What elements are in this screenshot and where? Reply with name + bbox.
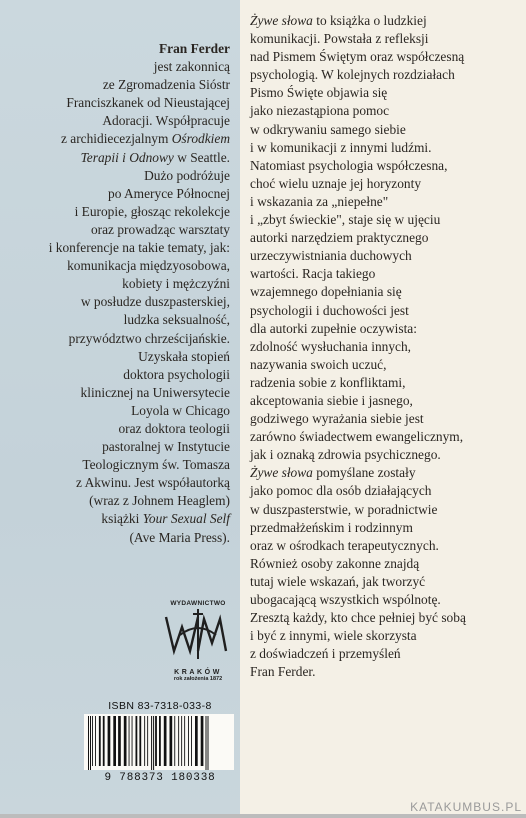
desc-line: zarówno świadectwem ewangelicznym, [250,429,464,445]
barcode-bar [184,716,185,766]
barcode-bar [164,716,167,766]
barcode-bar [88,716,89,770]
barcode-icon [84,714,234,770]
bio-text: w Seattle. [173,149,230,165]
bio-line: pastoralnej w Instytucie [102,439,230,455]
barcode-bar [159,716,161,766]
desc-line: godziwego wyrażania siebie jest [250,411,424,427]
barcode-bar [181,716,182,766]
bio-line: komunikacja międzyosobowa, [67,258,230,274]
bio-line: przywództwo chrześcijańskie. [68,330,230,346]
barcode-bar [208,716,209,770]
book-title-italic: Żywe słowa [250,13,313,28]
barcode-bar [178,716,179,766]
bio-line: ludzka seksualność, [123,312,230,328]
bio-line: oraz prowadząc warsztaty [90,221,230,237]
desc-line-mixed [250,12,522,30]
bio-text: książki [101,511,143,527]
watermark: KATAKUMBUS.PL [410,800,522,814]
desc-line: przedmałżeńskim i rodzinnym [250,519,413,535]
bio-line: klinicznej na Uniwersytecie [80,384,230,400]
desc-line: Również osoby zakonne znajdą [250,555,420,571]
desc-line: wartości. Racja takiego [250,266,376,282]
bio-line: z Akwinu. Jest współautorką [76,475,230,491]
wam-logo-icon [160,607,236,663]
barcode-bar [151,716,152,770]
desc-line: komunikacji. Powstała z refleksji [250,31,429,47]
desc-line: i być z innymi, wiele skorzysta [250,628,417,644]
barcode-area [84,714,234,770]
desc-line: ubogacającą wszystkich wspólnotę. [250,592,441,607]
bio-line-mixed [8,130,230,148]
bio-line: i konferencje na takie tematy, jak: [48,240,230,256]
desc-line: urzeczywistniania duchowych [250,248,412,264]
desc-text: pomyślane zostały [312,465,416,481]
desc-line: i wskazania za „niepełne" [250,193,389,209]
barcode-bar [147,716,148,766]
bio-line: ze Zgromadzenia Sióstr [102,77,230,93]
bio-line: Loyola w Chicago [131,402,230,418]
desc-line: Zresztą każdy, kto chce pełniej być sobą [250,610,466,626]
barcode-bar [108,716,111,766]
barcode-number: 9 788373 180338 [104,772,216,784]
barcode-bar [92,716,93,766]
desc-line: zdolność wysłuchania innych, [250,338,412,354]
barcode-bar [155,716,157,766]
desc-line: psychologią. W kolejnych rozdziałach [250,67,455,83]
book-description [250,12,522,681]
isbn-label: ISBN 83-7318-033-8 [108,700,212,712]
bio-line: kobiety i mężczyźni [122,276,230,292]
barcode-bar [136,716,138,766]
book-title-italic: Żywe słowa [250,465,313,481]
page-bottom-edge [0,814,526,818]
barcode-bar [201,716,204,766]
barcode-bar [118,716,121,766]
desc-line: z doświadczeń i przemyśleń [250,646,401,662]
bio-line: (Ave Maria Press). [129,529,230,545]
barcode-bar [103,716,105,766]
desc-line: i w komunikacji z innymi ludźmi. [250,139,432,155]
desc-line: oraz w ośrodkach terapeutycznych. [250,537,439,553]
desc-line: nad Pismem Świętym oraz współczesną [250,49,465,65]
barcode-bar [153,716,154,770]
desc-line: akceptowania siebie i jasnego, [250,392,413,408]
desc-line: Fran Ferder. [250,664,316,680]
bio-italic: Terapii i Odnowy [80,149,174,165]
desc-line: jak i oznaką zdrowia psychicznego. [250,447,441,463]
barcode-bar [124,716,127,766]
author-name: Fran Ferder [158,41,230,56]
bio-line: Adoracji. Współpracuje [102,113,230,129]
barcode-bar [139,716,141,766]
bio-line: (wraz z Johnem Heaglem) [89,493,230,509]
barcode-bar [129,716,130,766]
barcode-bar [206,716,207,770]
desc-line: jako niezastąpiona pomoc [250,103,390,119]
desc-line: Natomiast psychologia współczesna, [250,157,448,173]
desc-line: tutaj wiele wskazań, jak tworzyć [250,573,426,589]
bio-line: Franciszkanek od Nieustającej [66,95,230,111]
bio-line: Teologicznym św. Tomasza [82,457,230,473]
barcode-bar [174,716,175,766]
bio-line-mixed [8,510,230,528]
barcode-bar [195,716,198,766]
desc-line: choć wielu uznaje jej horyzonty [250,175,422,191]
author-bio [8,40,230,547]
desc-line: autorki narzędziem praktycznego [250,230,429,246]
barcode-bar [90,716,91,770]
desc-line: nazywania swoich uczuć, [250,356,387,372]
desc-line: Pismo Święte objawia się [250,85,388,101]
desc-line: jako pomoc dla osób działających [250,483,432,499]
publisher-year: rok założenia 1872 [173,676,223,682]
desc-line: i „zbyt świeckie", staje się w ujęciu [250,212,441,228]
bio-italic: Your Sexual Self [142,511,230,527]
desc-line: dla autorki zupełnie oczywista: [250,320,417,336]
bio-line: i Europie, głosząc rekolekcje [74,203,230,219]
bio-italic: Ośrodkiem [171,131,230,147]
barcode-bar [188,716,189,766]
bio-line: Dużo podróżuje [144,167,230,183]
barcode-bar [95,716,96,766]
bio-line: oraz doktora teologii [118,420,230,436]
desc-line: wzajemnego dopełniania się [250,284,402,300]
barcode-bar [132,716,133,766]
barcode-bar [113,716,116,766]
publisher-logo [160,600,236,696]
publisher-label: WYDAWNICTWO [170,600,226,607]
desc-line: radzenia sobie z konfliktami, [250,374,406,390]
desc-line: psychologii i duchowości jest [250,302,409,318]
bio-line-mixed [8,149,230,167]
desc-text: to książka o ludzkiej [312,13,427,28]
bio-line: w posłudze duszpasterskiej, [80,294,230,310]
barcode-bar [144,716,145,766]
barcode-bar [191,716,192,766]
barcode-bar [99,716,101,766]
barcode-bar [170,716,173,766]
bio-line: jest zakonnicą [153,59,230,75]
bio-text: z archidiecezjalnym [60,131,172,147]
desc-line: w duszpasterstwie, w poradnictwie [250,501,438,517]
bio-line: doktora psychologii [123,366,230,382]
desc-line: w odkrywaniu samego siebie [250,121,406,137]
bio-line: Uzyskała stopień [138,348,230,364]
publisher-city: KRAKÓW [174,669,222,676]
bio-line: po Ameryce Północnej [108,185,230,201]
desc-line-mixed [250,464,522,482]
